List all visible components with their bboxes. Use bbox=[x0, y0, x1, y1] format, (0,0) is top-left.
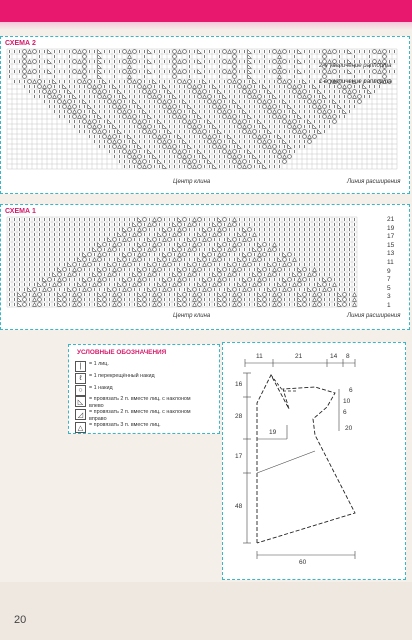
dim-top-11: 11 bbox=[256, 353, 263, 360]
dim-right-6b: 6 bbox=[343, 409, 347, 416]
garment-schematic-drawing bbox=[223, 343, 405, 579]
k2tog-right-icon: ◿ bbox=[75, 409, 86, 420]
legend-title: УСЛОВНЫЕ ОБОЗНАЧЕНИЯ bbox=[77, 349, 167, 356]
legend-item-knit: | = 1 лиц. bbox=[75, 361, 199, 372]
dim-right-6a: 6 bbox=[349, 387, 353, 394]
legend-item-k2tog-right: ◿ = провязать 2 п. вместе лиц. с наклоном вправо bbox=[75, 409, 199, 422]
scheme-1-row-number: 13 bbox=[387, 250, 395, 258]
dim-left-17: 17 bbox=[235, 453, 243, 460]
dim-right-20: 20 bbox=[345, 425, 353, 432]
legend-item-k3tog: △ = провязать 3 п. вместе лиц. bbox=[75, 422, 199, 433]
dim-top-14: 14 bbox=[330, 353, 338, 360]
dim-inner-19: 19 bbox=[269, 429, 277, 436]
scheme-1-row-number: 17 bbox=[387, 233, 395, 241]
dim-left-16: 16 bbox=[235, 381, 243, 388]
magazine-top-bar bbox=[0, 0, 412, 22]
scheme-2-note-increase-1: 1-е увеличение раппорта bbox=[319, 79, 392, 85]
garment-pattern-box bbox=[222, 342, 406, 580]
scheme-1-row-number: 5 bbox=[387, 284, 391, 292]
page-number: 20 bbox=[14, 614, 27, 626]
scheme-1-row-number: 7 bbox=[387, 276, 391, 284]
legend-item-crossed-yo: ℓ = 1 перекрещённый накид bbox=[75, 373, 199, 384]
dim-bottom-60: 60 bbox=[299, 559, 307, 566]
crossed-yarn-over-icon: ℓ bbox=[75, 373, 86, 384]
scheme-1-row-number: 19 bbox=[387, 224, 395, 232]
dim-top-21: 21 bbox=[295, 353, 303, 360]
scheme-2-knitting-chart bbox=[1, 37, 409, 193]
scheme-2-title: СХЕМА 2 bbox=[5, 40, 36, 47]
scheme-1-row-number: 9 bbox=[387, 267, 391, 275]
scheme-1-row-number: 15 bbox=[387, 241, 395, 249]
dim-left-28: 28 bbox=[235, 413, 243, 420]
knit-symbol-icon: | bbox=[75, 361, 86, 372]
scheme-2-panel bbox=[0, 36, 410, 194]
scheme-1-row-number: 3 bbox=[387, 293, 391, 301]
scheme-1-title: СХЕМА 1 bbox=[5, 208, 36, 215]
faded-next-page-bleed bbox=[0, 582, 412, 640]
scheme-1-knitting-chart bbox=[1, 205, 409, 329]
scheme-2-note-increase-2: 2-е увеличение раппорта bbox=[319, 63, 392, 69]
legend-box bbox=[68, 344, 220, 434]
legend-item-k2tog-left: ◺ = провязать 2 п. вместе лиц. с наклоном влево bbox=[75, 396, 199, 409]
legend-item-yo: ○ = 1 накид bbox=[75, 385, 199, 396]
scheme-2-caption-center: Центр клина bbox=[173, 179, 211, 185]
dim-right-10: 10 bbox=[343, 398, 351, 405]
top-bar-fade bbox=[0, 22, 412, 30]
yarn-over-icon: ○ bbox=[75, 385, 86, 396]
dim-left-48: 48 bbox=[235, 503, 243, 510]
k2tog-left-icon: ◺ bbox=[75, 396, 86, 407]
scheme-2-caption-line: Линия расширения bbox=[347, 179, 401, 185]
scheme-1-row-number: 11 bbox=[387, 259, 394, 266]
scheme-1-row-number: 21 bbox=[387, 216, 395, 223]
dim-top-8: 8 bbox=[346, 353, 350, 360]
scheme-1-caption-center: Центр клина bbox=[173, 313, 211, 319]
k3tog-icon: △ bbox=[75, 422, 86, 433]
scheme-1-row-number: 1 bbox=[387, 302, 391, 309]
scheme-1-panel bbox=[0, 204, 410, 330]
scheme-1-caption-line: Линия расширения bbox=[347, 313, 401, 319]
